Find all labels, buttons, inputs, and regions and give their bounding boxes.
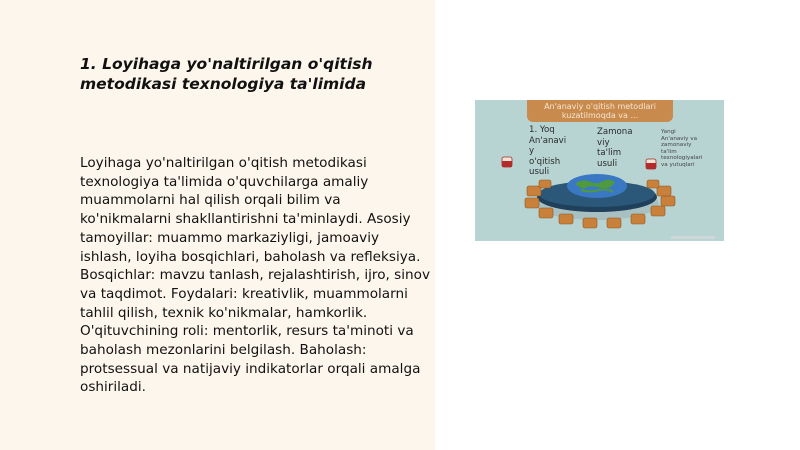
scroll-icon [502, 157, 512, 167]
figure-header [527, 100, 673, 122]
figure-col3-line: ta'lim [661, 148, 677, 155]
figure-header-line-2: kuzatilmoqda va ... [561, 111, 639, 120]
figure-column-comparison [661, 129, 702, 168]
figure-col3-line: zamonaviy [661, 142, 692, 148]
classroom-illustration [475, 100, 724, 241]
figure-col1-line: y [529, 146, 535, 156]
globe-icon [567, 174, 627, 198]
slide-title-line-2: metodikasi texnologiya ta'limida [80, 75, 367, 93]
figure-col1-line: usuli [529, 167, 550, 177]
figure-col2-line: usuli [597, 158, 618, 169]
figure-col3-line: va yutuqlari [661, 161, 695, 168]
figure-col3-line: An'anaviy va [661, 135, 698, 142]
figure-col3-line: Yangi [661, 129, 676, 135]
slide-title [80, 54, 420, 94]
slide-body-text: Loyihaga yo'naltirilgan o'qitish metodikasi texnologiya ta'limida o'quvchilarga amaliy muammolarni hal qilish orqali bilim va ko'nikmalarni shakllantirishni ta'minlaydi. Asosiy tamoyillar: muammo markaziyligi, jamoaviy ishlash, loyiha bosqichlari, baholash va refleksiya. Bosqichlar: mavzu tanlash, rejalashtirish, ijro, sinov va taqdimot. Foydalari: kreativlik, muammolarni tahlil qilish, texnik ko'nikmalar, hamkorlik. O'qituvchining roli: mentorlik, resurs ta'minoti va baholash mezonlarini belgilash. Baholash: protsessual va natijaviy indikatorlar orqali amalga oshiriladi. [80, 155, 431, 396]
slide-title-line-1: 1. Loyihaga yo'naltirilgan o'qitish [80, 55, 373, 73]
figure-col2-line: ta'lim [597, 148, 622, 158]
figure-column-modern [597, 127, 633, 169]
figure-col1-line: 1. Yoq [529, 125, 555, 135]
figure-col2-line: Zamona [597, 127, 633, 137]
figure-col2-line: viy [597, 137, 610, 148]
figure-col1-line: An'anavi [529, 135, 567, 146]
figure-col3-line: texnologiyalari [661, 155, 703, 161]
scroll-icon [646, 159, 656, 169]
figure-column-traditional [529, 125, 566, 178]
figure-header-line-1: An'anaviy o'qitish metodlari [544, 102, 656, 111]
figure-col1-line: o'qitish [529, 156, 561, 167]
